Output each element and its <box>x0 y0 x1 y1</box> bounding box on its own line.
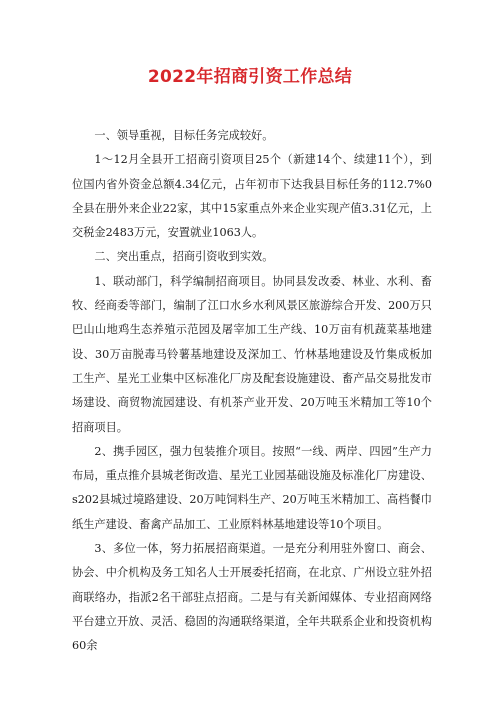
document-body <box>72 124 432 659</box>
paragraph-heading-2: 二、突出重点，招商引资收到实效。 <box>94 250 274 264</box>
paragraph-heading-1: 一、领导重视，目标任务完成较好。 <box>94 129 274 142</box>
paragraph-item-3: 3、多位一体，努力拓展招商渠道。一是充分利用驻外窗口、商会、协会、中介机构及务工知名人士开展委托招商，在北京、广州设立驻外招商联络办，指派2名干部驻点招商。二是与有关新闻媒体、专业招商网络平台建立开放、灵活、稳固的沟通联络渠道，全年共联系企业和投资机构60余 <box>72 542 432 653</box>
paragraph-item-2: 2、携手园区，强力包装推介项目。按照“一线、两岸、四园”生产力布局，重点推介县城老街改造、星光工业园基础设施及标准化厂房建设、s202县城过境路建设、20万吨饲料生产、20万吨玉米精加工、高档餐巾纸生产建设、畜禽产品加工、工业原料林基地建设等10个项目。 <box>72 444 432 531</box>
paragraph-item-1: 1、联动部门，科学编制招商项目。协同县发改委、林业、水利、畜牧、经商委等部门，编制了江口水乡水利风景区旅游综合开发、200万只巴山山地鸡生态养殖示范园及屠宰加工生产线、10万亩有机蔬菜基地建设、30万亩脱毒马铃薯基地建设及深加工、竹林基地建设及竹集成板加工生产、星光工业集中区标准化厂房及配套设施建设、畜产品交易批发市场建设、商贸物流园建设、有机茶产业开发、20万吨玉米精加工等10个招商项目。 <box>72 274 432 434</box>
document-title: 2022年招商引资工作总结 <box>147 67 353 87</box>
paragraph-summary: 1～12月全县开工招商引资项目25个（新建14个、续建11个），到位国内省外资金总额4.34亿元，占年初市下达我县目标任务的112.7%0全县在册外来企业22家，其中15家重点外来企业实现产值3.31亿元，上交税金2483万元，安置就业1063人。 <box>72 153 432 240</box>
